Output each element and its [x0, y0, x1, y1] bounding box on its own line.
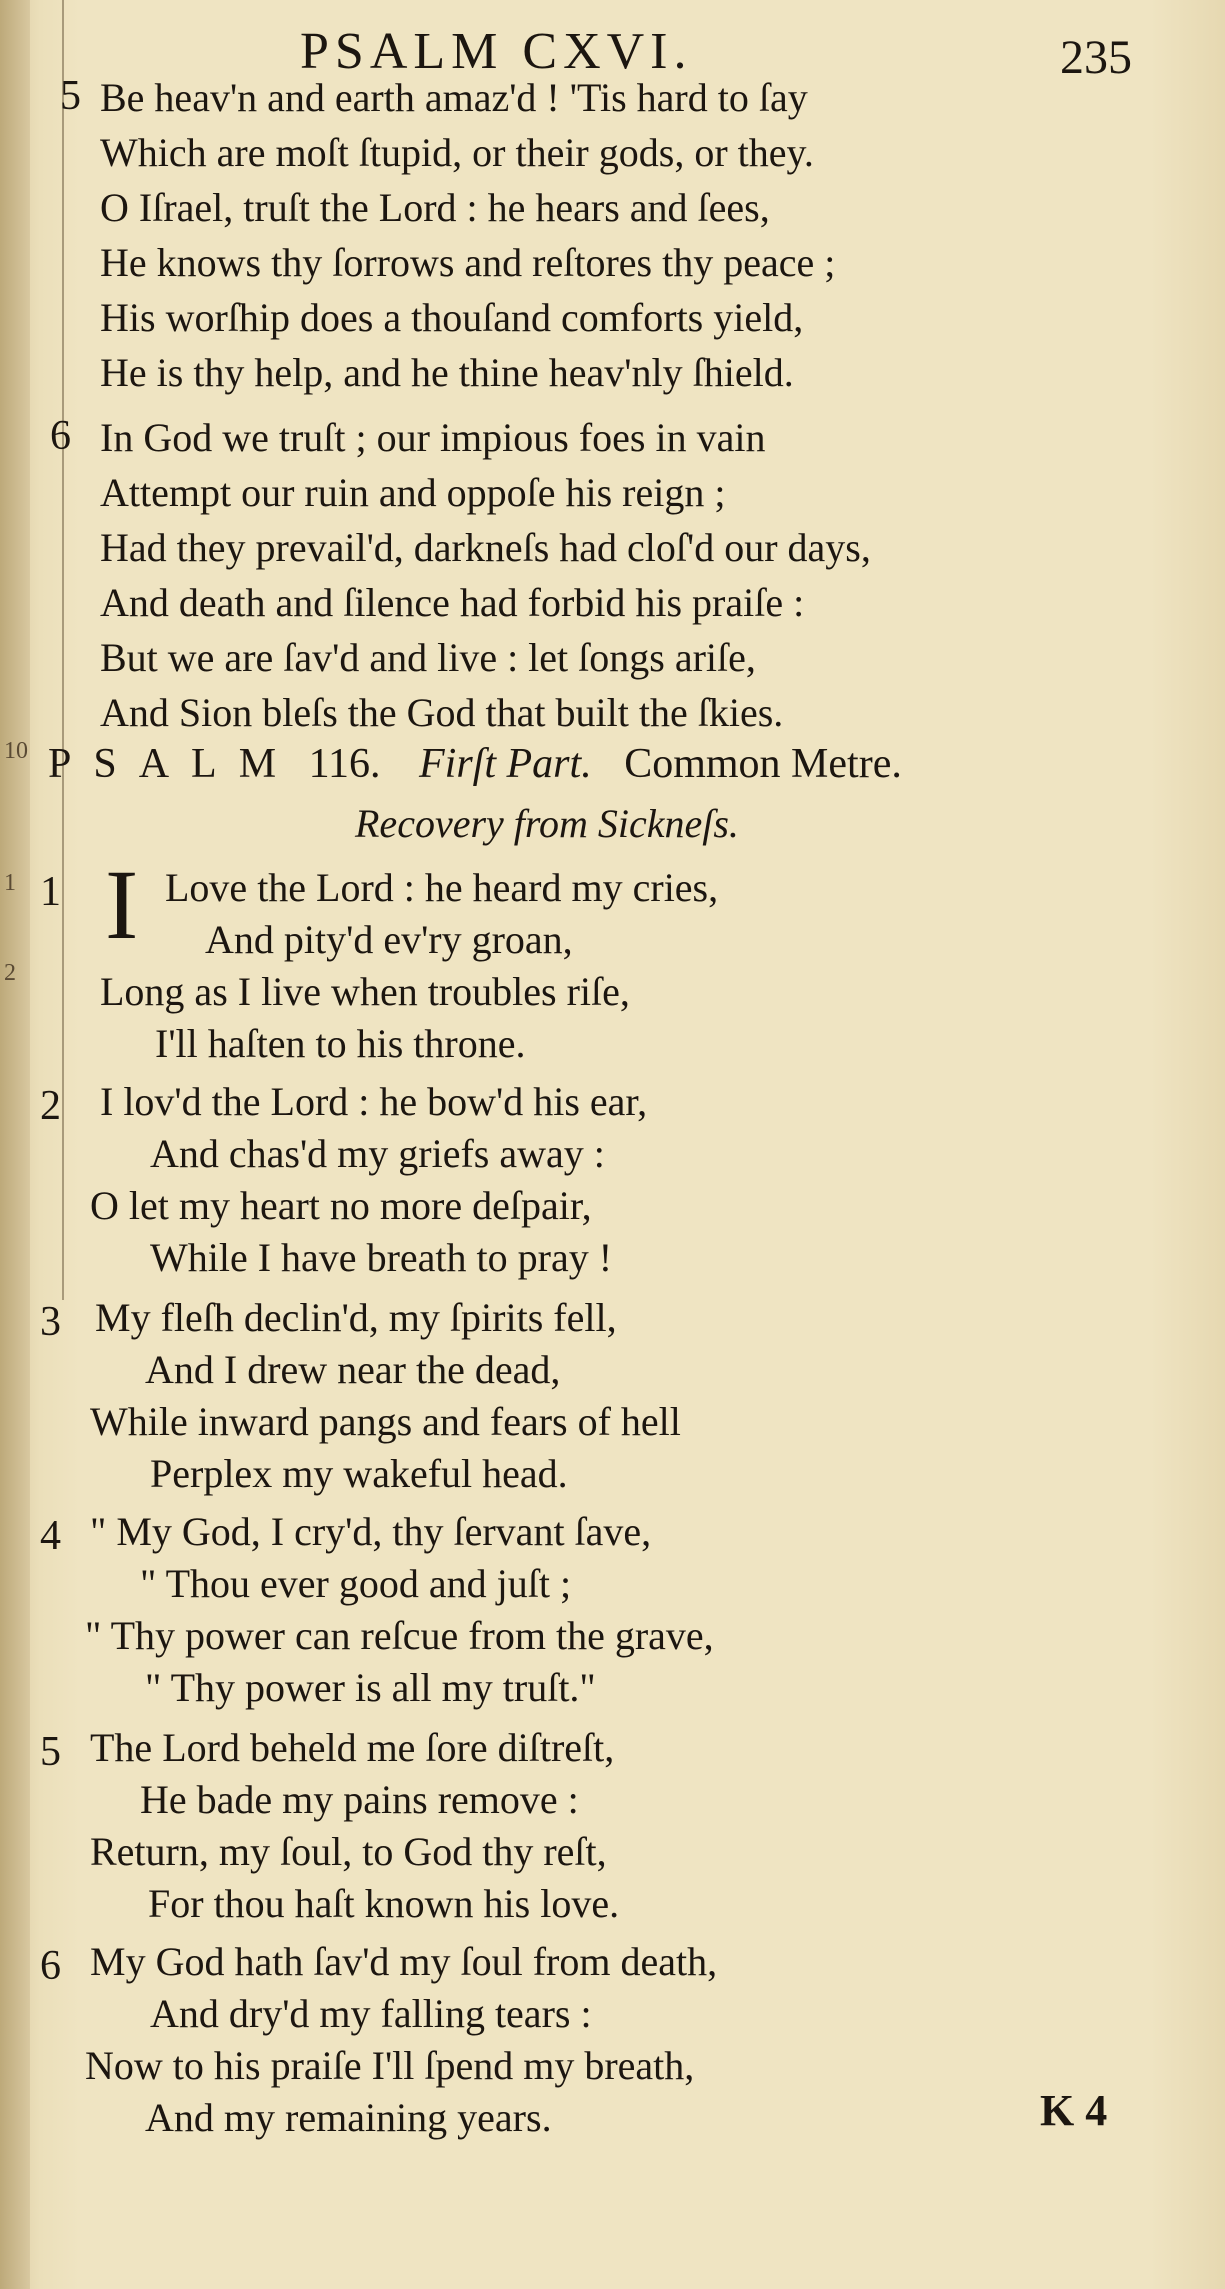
stanza-line: " Thou ever good and juſt ; — [140, 1561, 572, 1606]
psalm-part: Firſt Part. — [419, 741, 592, 787]
psalm-number: 116. — [308, 741, 381, 787]
stanza-number: 3 — [40, 1299, 61, 1345]
binding-edge — [0, 0, 30, 2289]
stanza-line: Now to his praiſe I'll ſpend my breath, — [85, 2043, 695, 2088]
stanza-line: While I have breath to pray ! — [150, 1235, 613, 1280]
stanza-line: " Thy power is all my truſt." — [145, 1665, 596, 1710]
stanza-line: I'll haſten to his throne. — [155, 1021, 526, 1066]
verse-number: 5 — [60, 73, 81, 119]
stanza-line: I lov'd the Lord : he bow'd his ear, — [100, 1079, 648, 1124]
stanza-line: Perplex my wakeful head. — [150, 1451, 568, 1496]
verse-line: O Iſrael, truſt the Lord : he hears and ſees, — [100, 185, 770, 230]
verse-line: Which are moſt ſtupid, or their gods, or they. — [100, 130, 814, 175]
verse-number: 6 — [50, 413, 71, 459]
drop-cap: I — [105, 849, 139, 960]
stanza-line: And my remaining years. — [145, 2095, 552, 2140]
verse-line: Attempt our ruin and oppoſe his reign ; — [100, 470, 726, 515]
verse-line: And Sion bleſs the God that built the ſkies. — [100, 690, 784, 735]
stanza-line: And dry'd my falling tears : — [150, 1991, 592, 2036]
stanza-number: 5 — [40, 1729, 61, 1775]
stanza-line: Return, my ſoul, to God thy reſt, — [90, 1829, 607, 1874]
stanza-line: He bade my pains remove : — [140, 1777, 579, 1822]
margin-mark: 1 — [4, 870, 16, 896]
verse-line: He knows thy ſorrows and reſtores thy peace ; — [100, 240, 836, 285]
stanza-line: Long as I live when troubles riſe, — [100, 969, 630, 1014]
stanza-line: While inward pangs and fears of hell — [90, 1399, 681, 1444]
stanza-line: The Lord beheld me ſore diſtreſt, — [90, 1725, 615, 1770]
stanza-line: " Thy power can reſcue from the grave, — [85, 1613, 714, 1658]
stanza-line: O let my heart no more deſpair, — [90, 1183, 592, 1228]
verse-line: But we are ſav'd and live : let ſongs ariſe, — [100, 635, 756, 680]
stanza-line: My fleſh declin'd, my ſpirits fell, — [95, 1295, 617, 1340]
stanza-line: And pity'd ev'ry groan, — [205, 917, 573, 962]
verse-line: Had they prevail'd, darkneſs had cloſ'd our days, — [100, 525, 871, 570]
stanza-line: My God hath ſav'd my ſoul from death, — [90, 1939, 718, 1984]
psalm-heading — [48, 740, 902, 788]
page-number: 235 — [1060, 31, 1132, 84]
stanza-number: 4 — [40, 1513, 61, 1559]
stanza-line: For thou haſt known his love. — [148, 1881, 620, 1926]
margin-rule — [62, 0, 64, 1300]
stanza-number: 2 — [40, 1083, 61, 1129]
stanza-line: And chas'd my griefs away : — [150, 1131, 605, 1176]
running-head: PSALM CXVI. — [300, 23, 693, 80]
stanza-number: 6 — [40, 1943, 61, 1989]
stanza-line: And I drew near the dead, — [145, 1347, 561, 1392]
verse-line: Be heav'n and earth amaz'd ! 'Tis hard to ſay — [100, 75, 808, 120]
verse-line: And death and ſilence had forbid his praiſe : — [100, 580, 805, 625]
verse-line: His worſhip does a thouſand comforts yield, — [100, 295, 804, 340]
signature-mark: K 4 — [1040, 2086, 1108, 2135]
stanza-line: Love the Lord : he heard my cries, — [165, 865, 719, 910]
stanza-line: " My God, I cry'd, thy ſervant ſave, — [90, 1509, 652, 1554]
margin-mark: 2 — [4, 960, 16, 986]
margin-mark: 10 — [4, 738, 28, 764]
psalm-metre: Common Metre. — [624, 741, 902, 787]
verse-line: In God we truſt ; our impious foes in vain — [100, 415, 766, 460]
psalm-label: PSALM — [48, 741, 299, 787]
verse-line: He is thy help, and he thine heav'nly ſhield. — [100, 350, 794, 395]
psalm-subtitle: Recovery from Sickneſs. — [355, 801, 739, 846]
stanza-number: 1 — [40, 869, 61, 915]
